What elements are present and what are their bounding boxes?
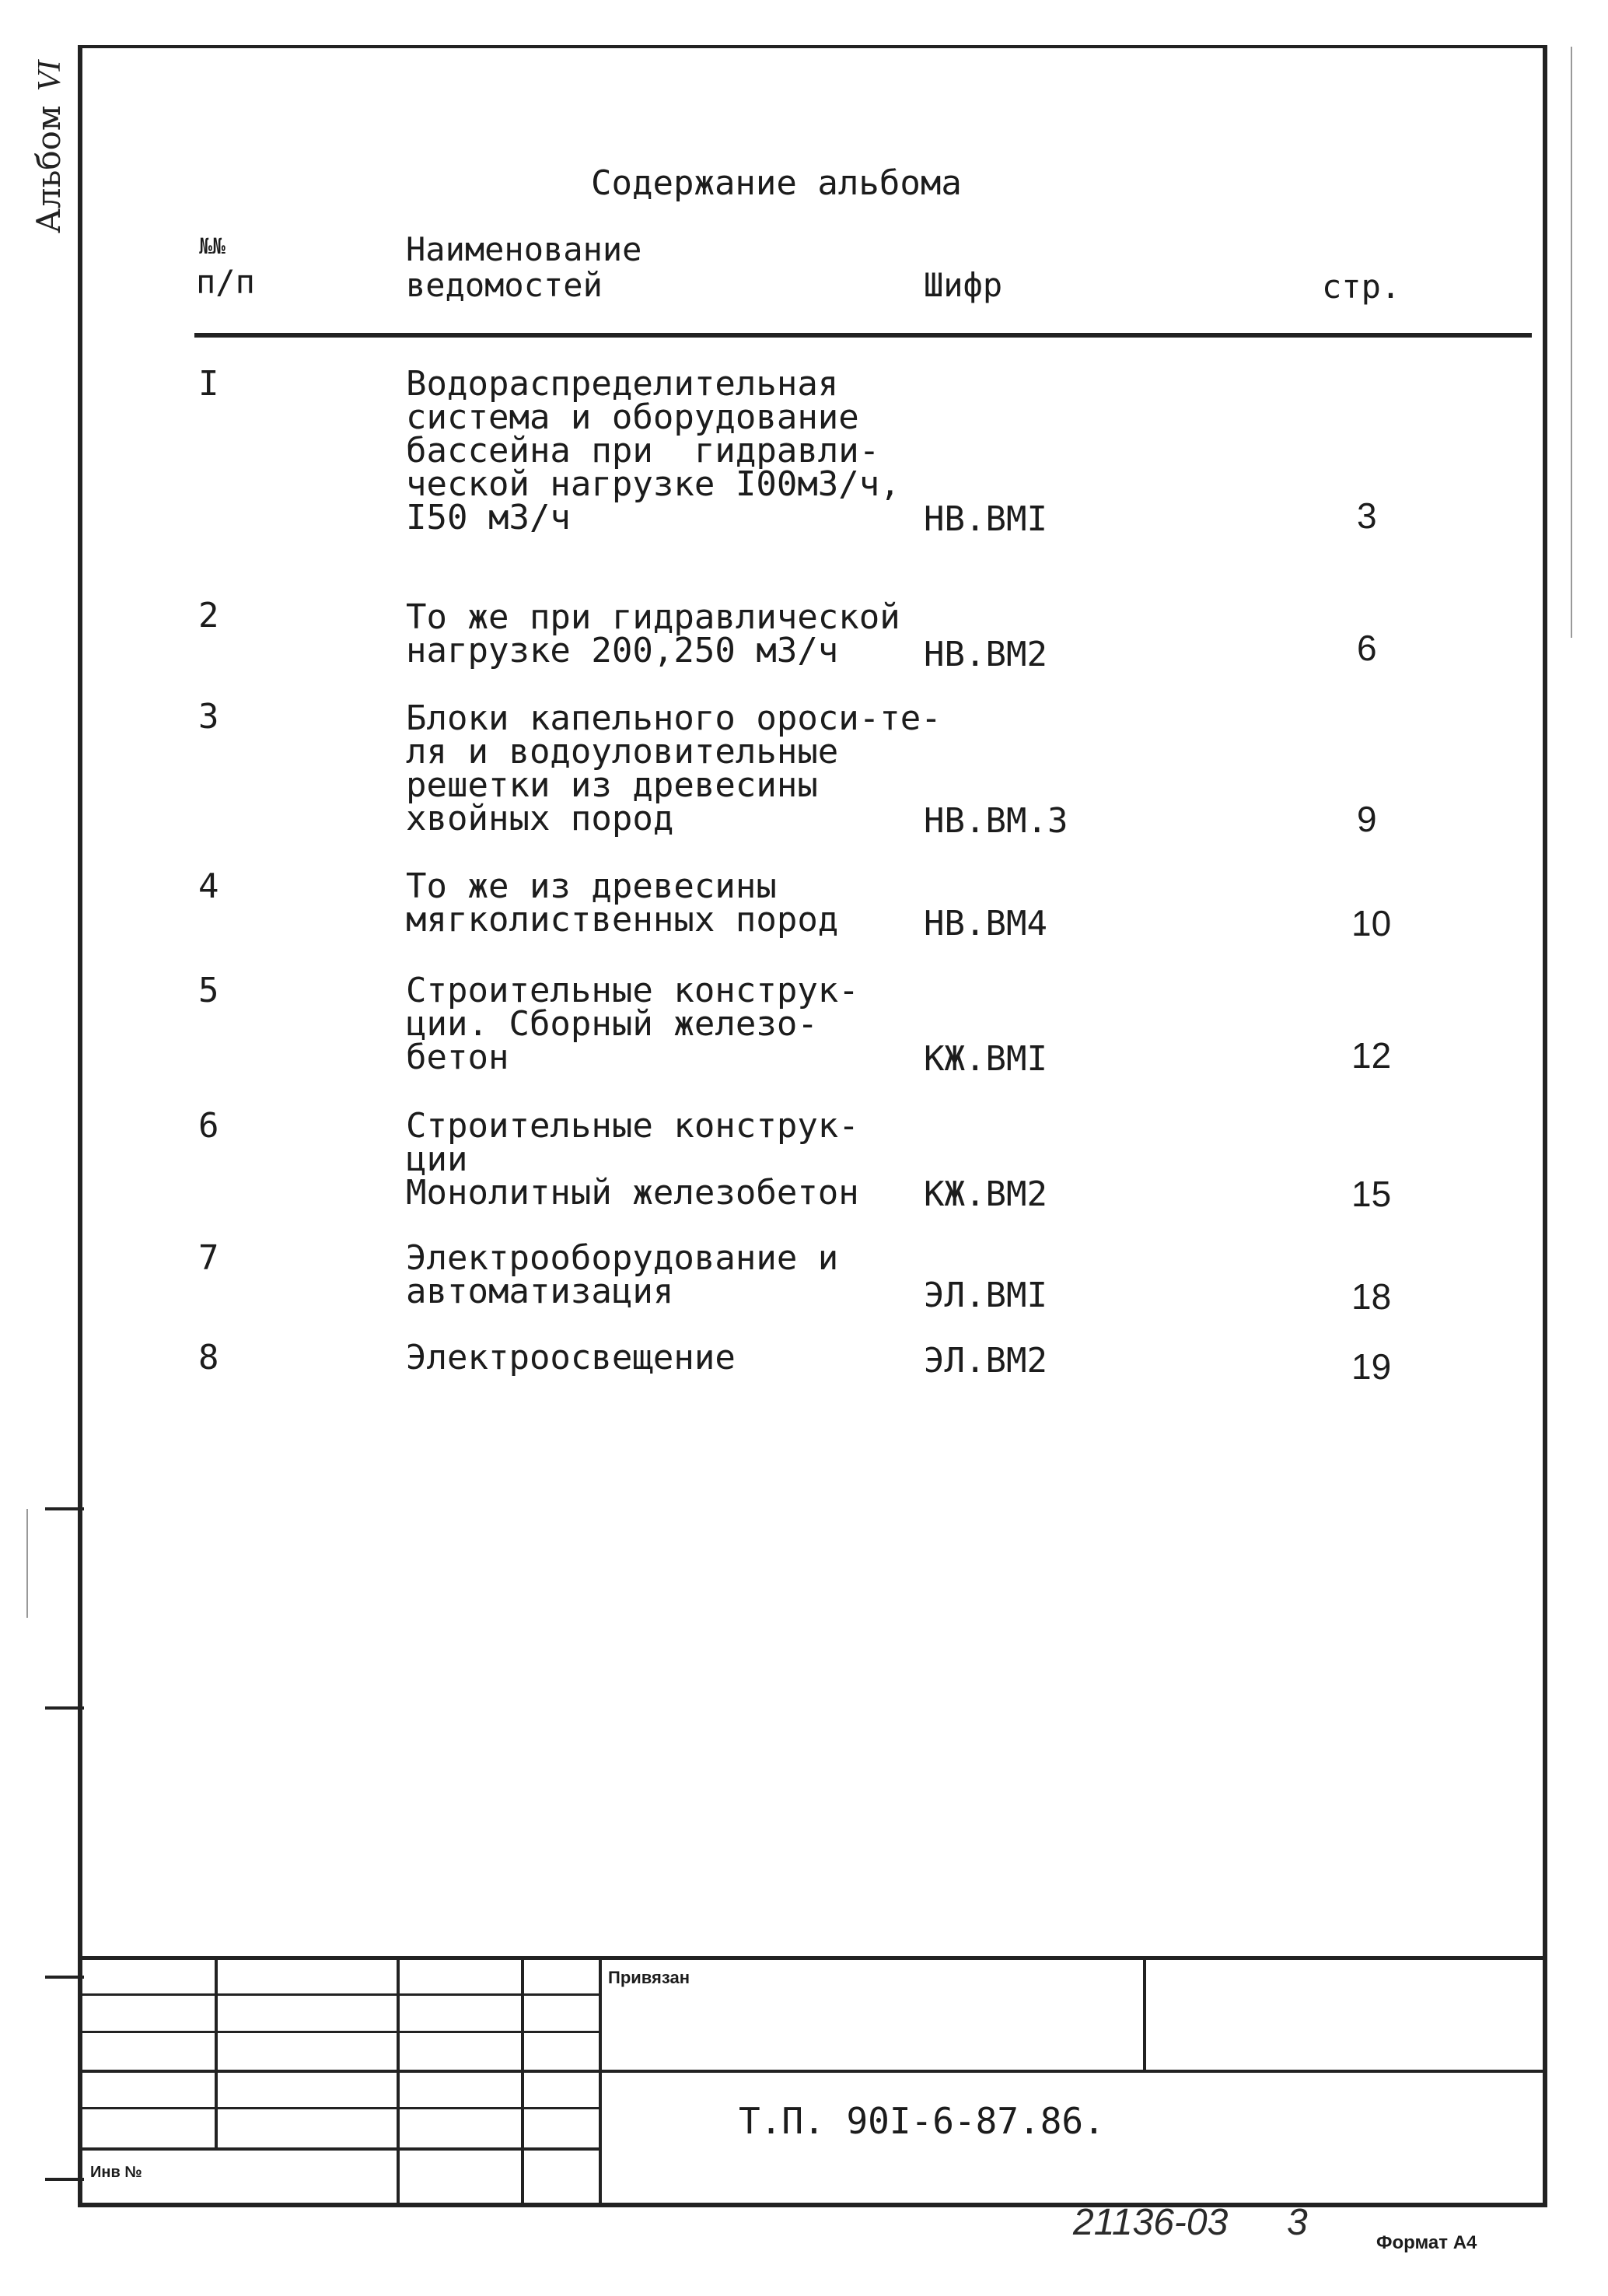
row-7-page: 18	[1351, 1276, 1392, 1317]
row-1-code: НВ.ВМI	[924, 499, 1047, 539]
album-label-text: Альбом	[30, 105, 68, 233]
row-4-code: НВ.ВМ4	[924, 904, 1047, 943]
row-6-name: Строительные конструк- ции Монолитный железобетон	[406, 1106, 859, 1213]
row-4-num: 4	[198, 866, 219, 906]
scan-mark	[26, 1509, 28, 1618]
album-side-label	[30, 61, 68, 233]
row-7-name: Электрооборудование и автоматизация	[406, 1238, 839, 1311]
row-7-num: 7	[198, 1238, 219, 1278]
margin-tick	[45, 1976, 84, 1979]
tb-line	[82, 2070, 1543, 2073]
row-8-num: 8	[198, 1338, 219, 1377]
row-1-num: I	[198, 364, 219, 404]
row-3-page: 9	[1357, 799, 1377, 839]
header-name-line2: ведомостей	[406, 266, 603, 304]
row-7-code: ЭЛ.ВМI	[924, 1276, 1047, 1315]
handwritten-page: 3	[1287, 2202, 1308, 2243]
row-8-page: 19	[1351, 1346, 1392, 1387]
inv-label: Инв №	[90, 2164, 142, 2181]
row-2-page: 6	[1357, 628, 1377, 668]
margin-tick	[45, 2178, 84, 2181]
tb-line	[521, 1956, 524, 2203]
document-number: Т.П. 90I-6-87.86.	[739, 2100, 1105, 2142]
page-title: Содержание альбома	[591, 163, 962, 203]
tb-line	[82, 1956, 1543, 1960]
row-4-page: 10	[1351, 903, 1392, 943]
row-2-name: То же при гидравлической нагрузке 200,250 м3/ч	[406, 597, 900, 670]
row-5-num: 5	[198, 971, 219, 1010]
row-1-name: Водораспределительная система и оборудование бассейна при гидравли- ческой нагрузке I00м3/ч, I50 м3/ч	[406, 364, 900, 537]
format-label: Формат А4	[1376, 2232, 1477, 2253]
album-number-handwritten: VI	[32, 60, 68, 92]
row-3-name: Блоки капельного ороси-те- ля и водоуловительные решетки из древесины хвойных пород	[406, 698, 942, 838]
tb-line	[215, 1956, 218, 2151]
header-rule	[194, 333, 1532, 338]
row-1-page: 3	[1357, 495, 1377, 536]
row-8-code: ЭЛ.ВМ2	[924, 1341, 1047, 1381]
header-num-line2: п/п	[196, 263, 255, 301]
title-block	[82, 1956, 1543, 2203]
row-3-num: 3	[198, 697, 219, 737]
header-num-line1: №№	[199, 233, 225, 259]
tb-line	[1143, 1956, 1146, 2070]
row-6-code: КЖ.ВМ2	[924, 1174, 1047, 1214]
privyazan-label: Привязан	[608, 1968, 690, 1987]
row-5-page: 12	[1351, 1035, 1392, 1076]
row-4-name: То же из древесины мягколиственных пород	[406, 866, 839, 940]
header-name-line1: Наименование	[406, 230, 642, 268]
row-5-code: КЖ.ВМI	[924, 1039, 1047, 1079]
row-5-name: Строительные конструк- ции. Сборный железо- бетон	[406, 971, 859, 1077]
header-code: Шифр	[924, 266, 1003, 304]
tb-line	[599, 1956, 602, 2203]
tb-line	[397, 1956, 400, 2203]
handwritten-number: 21136-03	[1073, 2202, 1229, 2243]
scan-mark	[1571, 47, 1572, 638]
row-6-page: 15	[1351, 1174, 1392, 1214]
row-3-code: НВ.ВМ.3	[924, 801, 1068, 841]
margin-tick	[45, 1507, 84, 1510]
row-2-code: НВ.ВМ2	[924, 635, 1047, 674]
margin-tick	[45, 1706, 84, 1710]
header-page: стр.	[1322, 268, 1401, 306]
row-2-num: 2	[198, 596, 219, 635]
row-6-num: 6	[198, 1106, 219, 1146]
row-8-name: Электроосвещение	[406, 1338, 736, 1377]
